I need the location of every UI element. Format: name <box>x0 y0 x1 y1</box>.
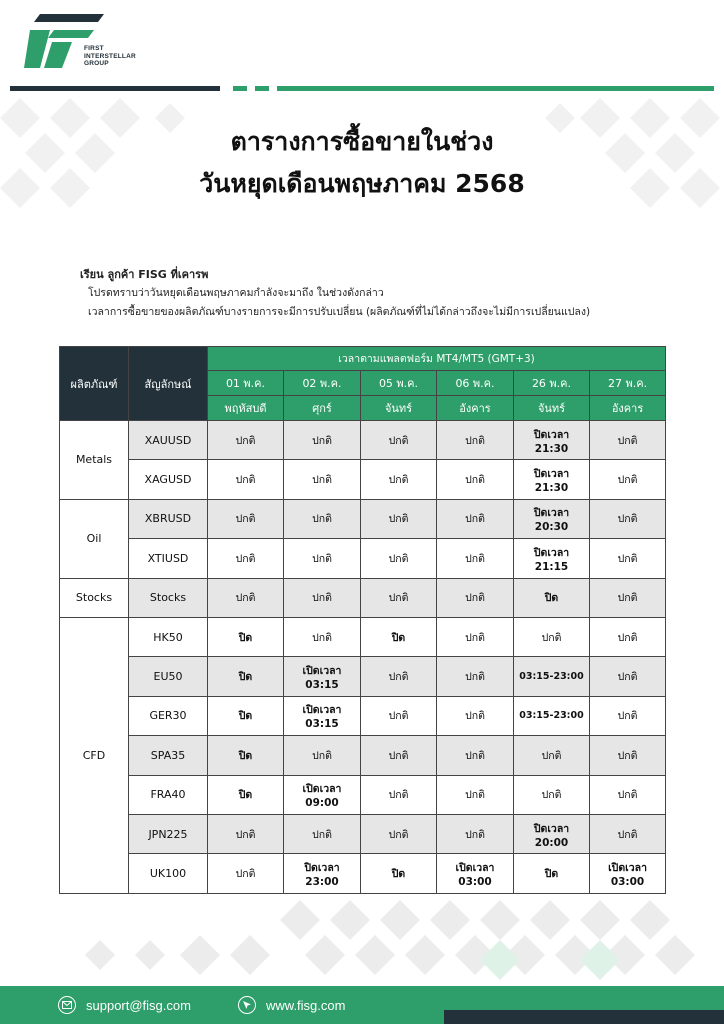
schedule-cell-line: 21:30 <box>534 482 569 495</box>
schedule-cell <box>514 578 590 617</box>
schedule-cell <box>514 696 590 735</box>
footer-accent <box>444 1010 724 1024</box>
category-cell: Oil <box>60 499 129 578</box>
schedule-cell-line: ปกติ <box>617 592 638 605</box>
schedule-cell <box>514 499 590 538</box>
symbol-cell: GER30 <box>129 696 208 735</box>
schedule-cell <box>590 854 666 893</box>
schedule-cell-line: ปิดเวลา <box>304 861 340 874</box>
schedule-cell-line: 20:30 <box>534 521 569 534</box>
schedule-cell <box>361 696 437 735</box>
schedule-cell <box>208 657 284 696</box>
schedule-cell-line: เปิดเวลา <box>455 861 495 874</box>
schedule-cell-line: ปกติ <box>541 749 562 762</box>
schedule-cell-line: ปกติ <box>312 552 332 565</box>
schedule-cell-line: ปกติ <box>617 434 638 447</box>
schedule-cell-line: ปกติ <box>388 513 409 526</box>
schedule-cell <box>208 539 284 578</box>
schedule-cell-line: ปกติ <box>465 474 485 487</box>
schedule-cell-line: ปกติ <box>312 631 332 644</box>
header-stripe-dash <box>255 86 269 91</box>
schedule-cell <box>514 460 590 499</box>
schedule-cell-line: ปกติ <box>617 671 638 684</box>
schedule-cell <box>514 736 590 775</box>
schedule-cell-line: ปกติ <box>312 434 332 447</box>
header-date: 06 พ.ค. <box>437 371 514 396</box>
schedule-cell-line: ปิด <box>238 710 253 723</box>
schedule-cell <box>284 578 361 617</box>
schedule-cell <box>361 854 437 893</box>
schedule-cell <box>437 578 514 617</box>
schedule-cell-line: เปิดเวลา <box>302 665 342 678</box>
schedule-cell <box>590 736 666 775</box>
symbol-cell: JPN225 <box>129 814 208 853</box>
schedule-cell <box>437 696 514 735</box>
page-title-line2: วันหยุดเดือนพฤษภาคม 2568 <box>199 169 525 198</box>
footer-email[interactable] <box>58 996 191 1014</box>
schedule-cell-line: ปกติ <box>235 592 256 605</box>
schedule-cell-line: ปกติ <box>617 828 638 841</box>
symbol-cell: XBRUSD <box>129 499 208 538</box>
schedule-cell-line: 21:30 <box>534 442 569 455</box>
category-cell: Metals <box>60 421 129 500</box>
symbol-cell: FRA40 <box>129 775 208 814</box>
schedule-cell-line: ปกติ <box>312 513 332 526</box>
schedule-cell-line: ปกติ <box>617 513 638 526</box>
footer-diamond-pattern <box>0 890 724 990</box>
schedule-cell-line: ปกติ <box>235 513 256 526</box>
header-date: 01 พ.ค. <box>208 371 284 396</box>
schedule-cell <box>514 657 590 696</box>
schedule-cell-line: ปกติ <box>465 789 485 802</box>
schedule-cell <box>514 617 590 656</box>
schedule-cell-line: ปกติ <box>617 552 638 565</box>
schedule-cell-line: 23:00 <box>305 875 339 888</box>
schedule-cell <box>437 539 514 578</box>
schedule-cell <box>437 617 514 656</box>
schedule-cell-line: ปกติ <box>388 828 409 841</box>
schedule-cell <box>437 775 514 814</box>
schedule-cell <box>437 854 514 893</box>
header-platform-time: เวลาตามแพลตฟอร์ม MT4/MT5 (GMT+3) <box>208 347 666 371</box>
schedule-cell <box>208 814 284 853</box>
schedule-cell-line: ปกติ <box>465 749 485 762</box>
schedule-cell-line: 03:00 <box>610 875 645 888</box>
schedule-cell-line: ปกติ <box>235 474 256 487</box>
table-row <box>60 854 666 893</box>
schedule-cell <box>514 539 590 578</box>
schedule-cell-line: ปกติ <box>235 434 256 447</box>
symbol-cell: Stocks <box>129 578 208 617</box>
schedule-cell-line: ปิดเวลา <box>533 546 570 559</box>
schedule-cell-line: ปิด <box>544 592 559 605</box>
schedule-cell <box>514 421 590 460</box>
schedule-cell <box>361 499 437 538</box>
header-date: 02 พ.ค. <box>284 371 361 396</box>
table-row <box>60 460 666 499</box>
schedule-cell <box>208 617 284 656</box>
schedule-cell <box>361 736 437 775</box>
schedule-cell <box>284 775 361 814</box>
schedule-cell <box>590 775 666 814</box>
schedule-cell <box>437 460 514 499</box>
schedule-cell <box>590 814 666 853</box>
schedule-cell-line: 21:15 <box>534 560 569 573</box>
schedule-cell <box>437 657 514 696</box>
symbol-cell: EU50 <box>129 657 208 696</box>
table-row <box>60 578 666 617</box>
schedule-cell <box>208 696 284 735</box>
header-date: 27 พ.ค. <box>590 371 666 396</box>
schedule-cell <box>361 460 437 499</box>
table-row <box>60 617 666 656</box>
table-row <box>60 814 666 853</box>
schedule-cell <box>284 617 361 656</box>
header-day: ศุกร์ <box>284 396 361 421</box>
category-cell: Stocks <box>60 578 129 617</box>
schedule-cell <box>590 539 666 578</box>
schedule-cell <box>590 499 666 538</box>
schedule-cell <box>437 499 514 538</box>
schedule-cell <box>208 499 284 538</box>
intro-line: เวลาการซื้อขายของผลิตภัณฑ์บางรายการจะมีการปรับเปลี่ยน (ผลิตภัณฑ์ที่ไม่ได้กล่าวถึงจะไม่มีการเปลี่ยนแปลง) <box>88 306 591 318</box>
schedule-cell-line: ปกติ <box>312 474 332 487</box>
schedule-cell <box>284 421 361 460</box>
schedule-cell-line: ปกติ <box>617 474 638 487</box>
header-day: จันทร์ <box>514 396 590 421</box>
schedule-cell-line: ปกติ <box>388 434 409 447</box>
schedule-cell-line: ปิดเวลา <box>533 428 570 441</box>
schedule-cell-line: ปิด <box>238 749 253 762</box>
schedule-cell-line: ปิด <box>544 867 559 880</box>
header-product: ผลิตภัณฑ์ <box>60 347 129 421</box>
schedule-cell <box>208 854 284 893</box>
schedule-cell <box>361 617 437 656</box>
schedule-cell-line: ปิด <box>391 631 406 644</box>
header-stripe-dark <box>10 86 220 91</box>
schedule-cell <box>590 460 666 499</box>
schedule-cell-line: ปกติ <box>617 631 638 644</box>
greeting: เรียน ลูกค้า FISG ที่เคารพ <box>80 268 209 281</box>
schedule-cell-line: ปกติ <box>617 789 638 802</box>
schedule-cell <box>208 736 284 775</box>
schedule-cell-line: ปกติ <box>465 710 485 723</box>
schedule-cell-line: ปกติ <box>388 671 409 684</box>
schedule-cell <box>590 617 666 656</box>
schedule-cell-line: ปกติ <box>235 552 256 565</box>
header-day: อังคาร <box>437 396 514 421</box>
category-cell: CFD <box>60 617 129 893</box>
table-row <box>60 736 666 775</box>
schedule-cell-line: ปิดเวลา <box>533 468 570 481</box>
header-date: 05 พ.ค. <box>361 371 437 396</box>
schedule-cell-line: ปิดเวลา <box>533 507 570 520</box>
header-date: 26 พ.ค. <box>514 371 590 396</box>
schedule-cell <box>208 421 284 460</box>
schedule-cell-line: 03:15-23:00 <box>519 671 584 683</box>
symbol-cell: SPA35 <box>129 736 208 775</box>
schedule-cell-line: ปกติ <box>388 592 409 605</box>
table-row <box>60 775 666 814</box>
symbol-cell: HK50 <box>129 617 208 656</box>
footer <box>0 986 724 1024</box>
mail-icon <box>58 996 76 1014</box>
schedule-cell-line: ปกติ <box>388 474 409 487</box>
header-stripe-dash <box>233 86 247 91</box>
schedule-cell-line: 20:00 <box>534 836 569 849</box>
schedule-cell-line: ปกติ <box>617 749 638 762</box>
table-row <box>60 696 666 735</box>
schedule-cell-line: ปกติ <box>388 710 409 723</box>
schedule-cell <box>284 736 361 775</box>
schedule-cell <box>284 460 361 499</box>
schedule-cell <box>361 657 437 696</box>
table-row <box>60 539 666 578</box>
schedule-cell-line: ปิด <box>238 671 253 684</box>
header-day: พฤหัสบดี <box>208 396 284 421</box>
schedule-cell-line: เปิดเวลา <box>302 704 342 717</box>
schedule-cell <box>437 814 514 853</box>
intro-text <box>80 265 590 322</box>
schedule-cell-line: 09:00 <box>305 797 339 810</box>
schedule-cell-line: เปิดเวลา <box>608 861 647 874</box>
holiday-schedule-table <box>59 346 666 894</box>
schedule-cell <box>361 814 437 853</box>
schedule-cell <box>590 578 666 617</box>
schedule-cell <box>437 421 514 460</box>
schedule-cell-line: ปกติ <box>312 828 332 841</box>
brand-name: FIRST INTERSTELLAR GROUP <box>84 45 136 67</box>
schedule-cell-line: ปิด <box>391 867 406 880</box>
schedule-cell <box>590 421 666 460</box>
schedule-cell <box>514 814 590 853</box>
schedule-cell-line: ปิด <box>238 789 253 802</box>
schedule-cell <box>208 775 284 814</box>
schedule-cell-line: ปกติ <box>465 592 485 605</box>
symbol-cell: XTIUSD <box>129 539 208 578</box>
schedule-cell-line: 03:15 <box>305 679 339 692</box>
symbol-cell: UK100 <box>129 854 208 893</box>
schedule-cell <box>284 814 361 853</box>
schedule-cell-line: ปกติ <box>235 828 256 841</box>
schedule-cell <box>208 578 284 617</box>
schedule-cell-line: ปกติ <box>541 789 562 802</box>
schedule-cell <box>208 460 284 499</box>
schedule-cell-line: ปกติ <box>388 749 409 762</box>
schedule-cell-line: ปกติ <box>388 552 409 565</box>
schedule-cell <box>284 539 361 578</box>
schedule-cell-line: ปกติ <box>312 749 332 762</box>
table-row <box>60 421 666 460</box>
schedule-cell <box>284 499 361 538</box>
schedule-cell-line: 03:15 <box>305 718 339 731</box>
footer-website[interactable] <box>238 996 345 1014</box>
schedule-cell <box>284 657 361 696</box>
schedule-cell-line: 03:00 <box>458 875 492 888</box>
symbol-cell: XAGUSD <box>129 460 208 499</box>
schedule-cell <box>514 775 590 814</box>
schedule-cell-line: ปกติ <box>465 631 485 644</box>
schedule-cell-line: ปกติ <box>235 867 256 880</box>
schedule-cell-line: ปิด <box>238 631 253 644</box>
schedule-cell <box>284 696 361 735</box>
symbol-cell: XAUUSD <box>129 421 208 460</box>
schedule-cell <box>361 578 437 617</box>
schedule-cell <box>437 736 514 775</box>
schedule-cell-line: เปิดเวลา <box>302 783 342 796</box>
schedule-cell <box>361 421 437 460</box>
schedule-cell-line: ปกติ <box>617 710 638 723</box>
schedule-cell <box>590 657 666 696</box>
schedule-cell <box>514 854 590 893</box>
header-day: อังคาร <box>590 396 666 421</box>
schedule-cell <box>361 775 437 814</box>
schedule-cell-line: ปกติ <box>312 592 332 605</box>
schedule-cell-line: ปกติ <box>388 789 409 802</box>
schedule-cell-line: ปิดเวลา <box>533 822 570 835</box>
schedule-cell-line: ปกติ <box>465 828 485 841</box>
schedule-cell-line: 03:15-23:00 <box>519 710 584 722</box>
table-row <box>60 657 666 696</box>
header-day: จันทร์ <box>361 396 437 421</box>
schedule-cell-line: ปกติ <box>465 552 485 565</box>
table-row <box>60 499 666 538</box>
schedule-cell <box>284 854 361 893</box>
cursor-icon <box>238 996 256 1014</box>
header-symbol: สัญลักษณ์ <box>129 347 208 421</box>
schedule-cell-line: ปกติ <box>541 631 562 644</box>
website-text[interactable]: www.fisg.com <box>266 997 346 1013</box>
email-text[interactable]: support@fisg.com <box>86 997 191 1013</box>
schedule-cell <box>361 539 437 578</box>
header-stripe-green <box>277 86 714 91</box>
schedule-cell <box>590 696 666 735</box>
page-title-line1: ตารางการซื้อขายในช่วง <box>230 127 494 156</box>
schedule-cell-line: ปกติ <box>465 434 485 447</box>
schedule-cell-line: ปกติ <box>465 513 485 526</box>
schedule-cell-line: ปกติ <box>465 671 485 684</box>
intro-line: โปรดทราบว่าวันหยุดเดือนพฤษภาคมกำลังจะมาถึง ในช่วงดังกล่าว <box>88 287 384 299</box>
